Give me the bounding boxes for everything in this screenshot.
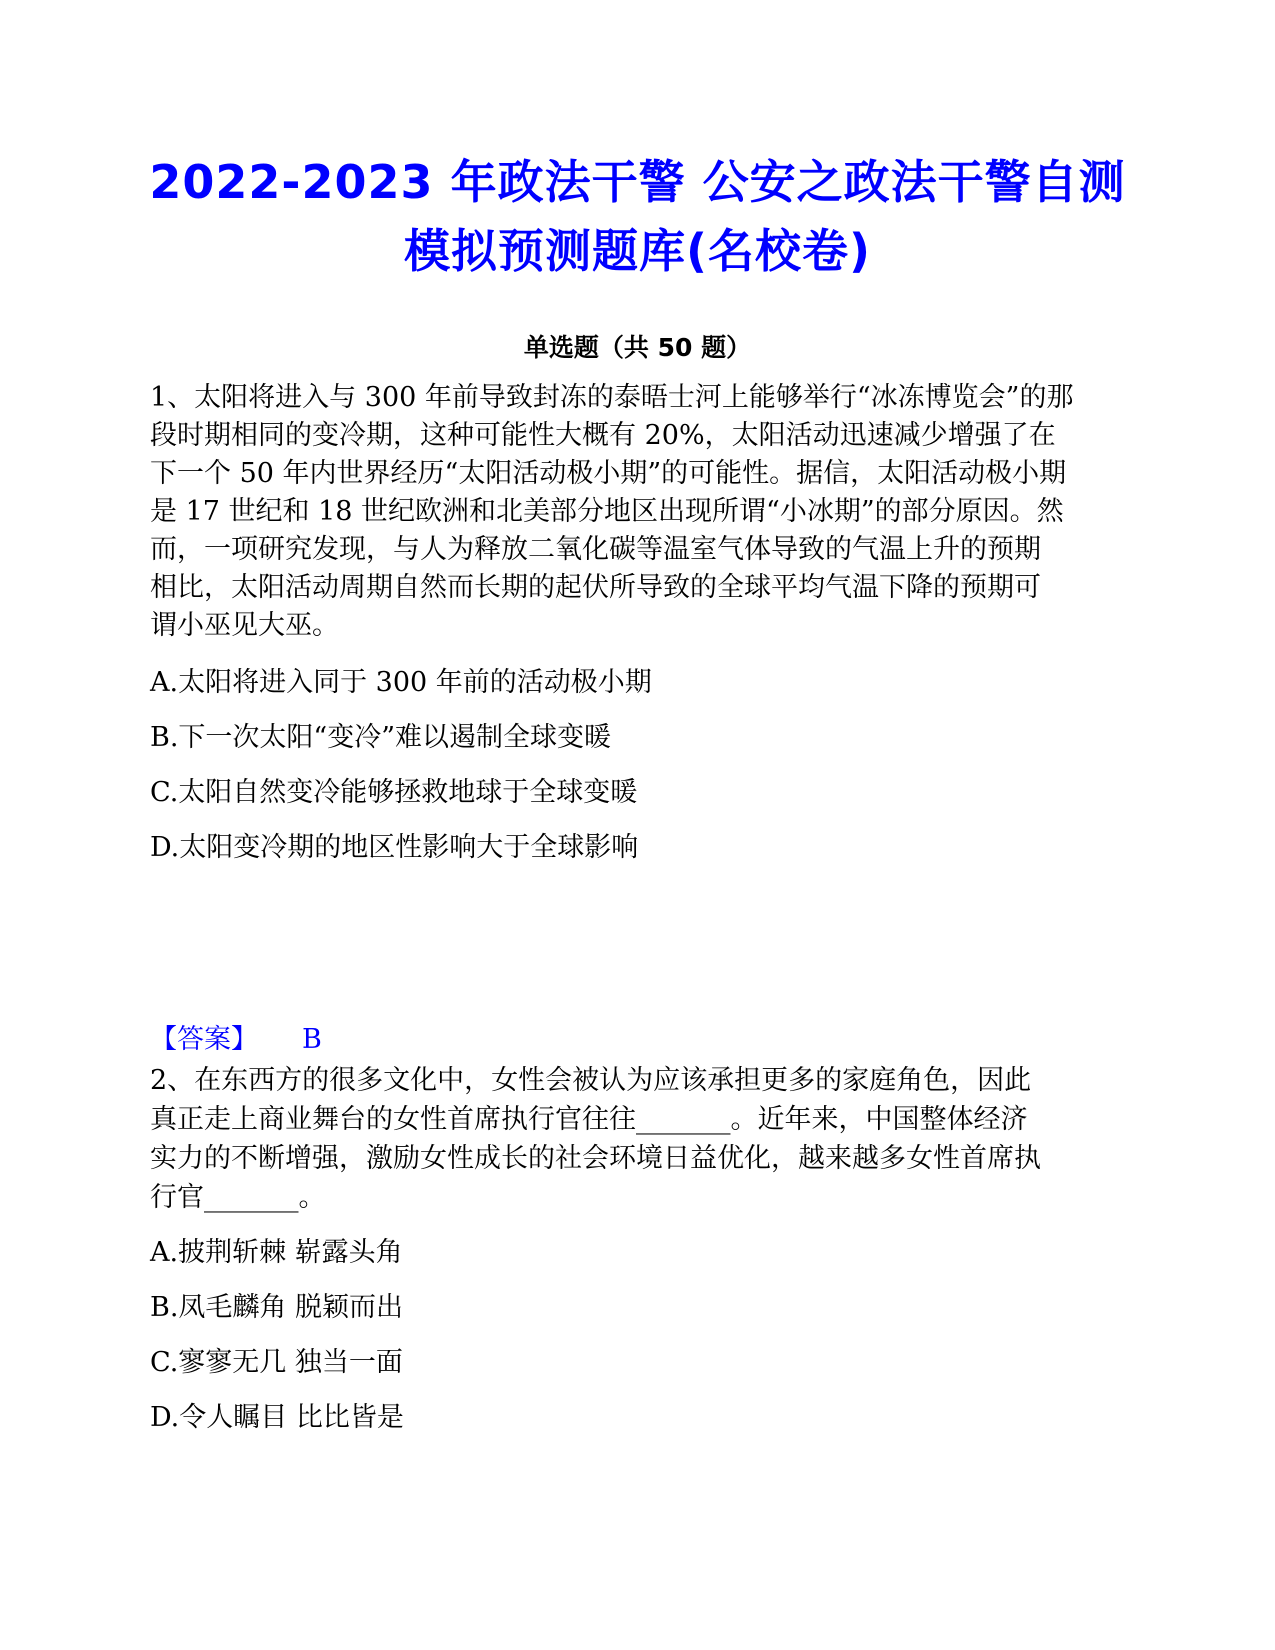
q2-option-a: A.披荆斩棘 崭露头角 xyxy=(150,1237,403,1268)
q2-text-line: 行官_______。 xyxy=(150,1182,326,1213)
document-title-line-1: 2022-2023 年政法干警 公安之政法干警自测 xyxy=(149,155,1126,209)
q1-text-line: 段时期相同的变冷期，这种可能性大概有 20%，太阳活动迅速减少增强了在 xyxy=(150,420,1056,451)
q1-option-b: B.下一次太阳“变冷”难以遏制全球变暖 xyxy=(150,722,612,753)
q1-text-line: 谓小巫见大巫。 xyxy=(150,610,339,641)
q1-option-c: C.太阳自然变冷能够拯救地球于全球变暖 xyxy=(150,777,638,808)
q1-text-line: 相比，太阳活动周期自然而长期的起伏所导致的全球平均气温下降的预期可 xyxy=(150,572,1041,603)
q1-option-a: A.太阳将进入同于 300 年前的活动极小期 xyxy=(150,667,652,698)
document-title-line-2: 模拟预测题库(名校卷) xyxy=(403,224,872,278)
q1-text-line: 而，一项研究发现，与人为释放二氧化碳等温室气体导致的气温上升的预期 xyxy=(150,534,1041,565)
q1-answer xyxy=(150,1020,322,1060)
q2-text-line: 2、在东西方的很多文化中，女性会被认为应该承担更多的家庭角色，因此 xyxy=(150,1065,1032,1096)
answer-label: 【答案】 xyxy=(150,1024,258,1055)
q1-option-d: D.太阳变冷期的地区性影响大于全球影响 xyxy=(150,832,639,863)
q2-text-line: 真正走上商业舞台的女性首席执行官往往_______。近年来，中国整体经济 xyxy=(150,1104,1028,1135)
q2-option-d: D.令人瞩目 比比皆是 xyxy=(150,1402,404,1433)
q2-option-c: C.寥寥无几 独当一面 xyxy=(150,1347,403,1378)
answer-value: B xyxy=(302,1024,322,1055)
q2-option-b: B.凤毛麟角 脱颖而出 xyxy=(150,1292,404,1323)
q1-text-line: 1、太阳将进入与 300 年前导致封冻的泰晤士河上能够举行“冰冻博览会”的那 xyxy=(150,382,1074,413)
q1-text-line: 是 17 世纪和 18 世纪欧洲和北美部分地区出现所谓“小冰期”的部分原因。然 xyxy=(150,496,1064,527)
q1-text-line: 下一个 50 年内世界经历“太阳活动极小期”的可能性。据信，太阳活动极小期 xyxy=(150,458,1067,489)
q2-text-line: 实力的不断增强，激励女性成长的社会环境日益优化，越来越多女性首席执 xyxy=(150,1143,1041,1174)
section-heading: 单选题（共 50 题） xyxy=(523,333,752,362)
